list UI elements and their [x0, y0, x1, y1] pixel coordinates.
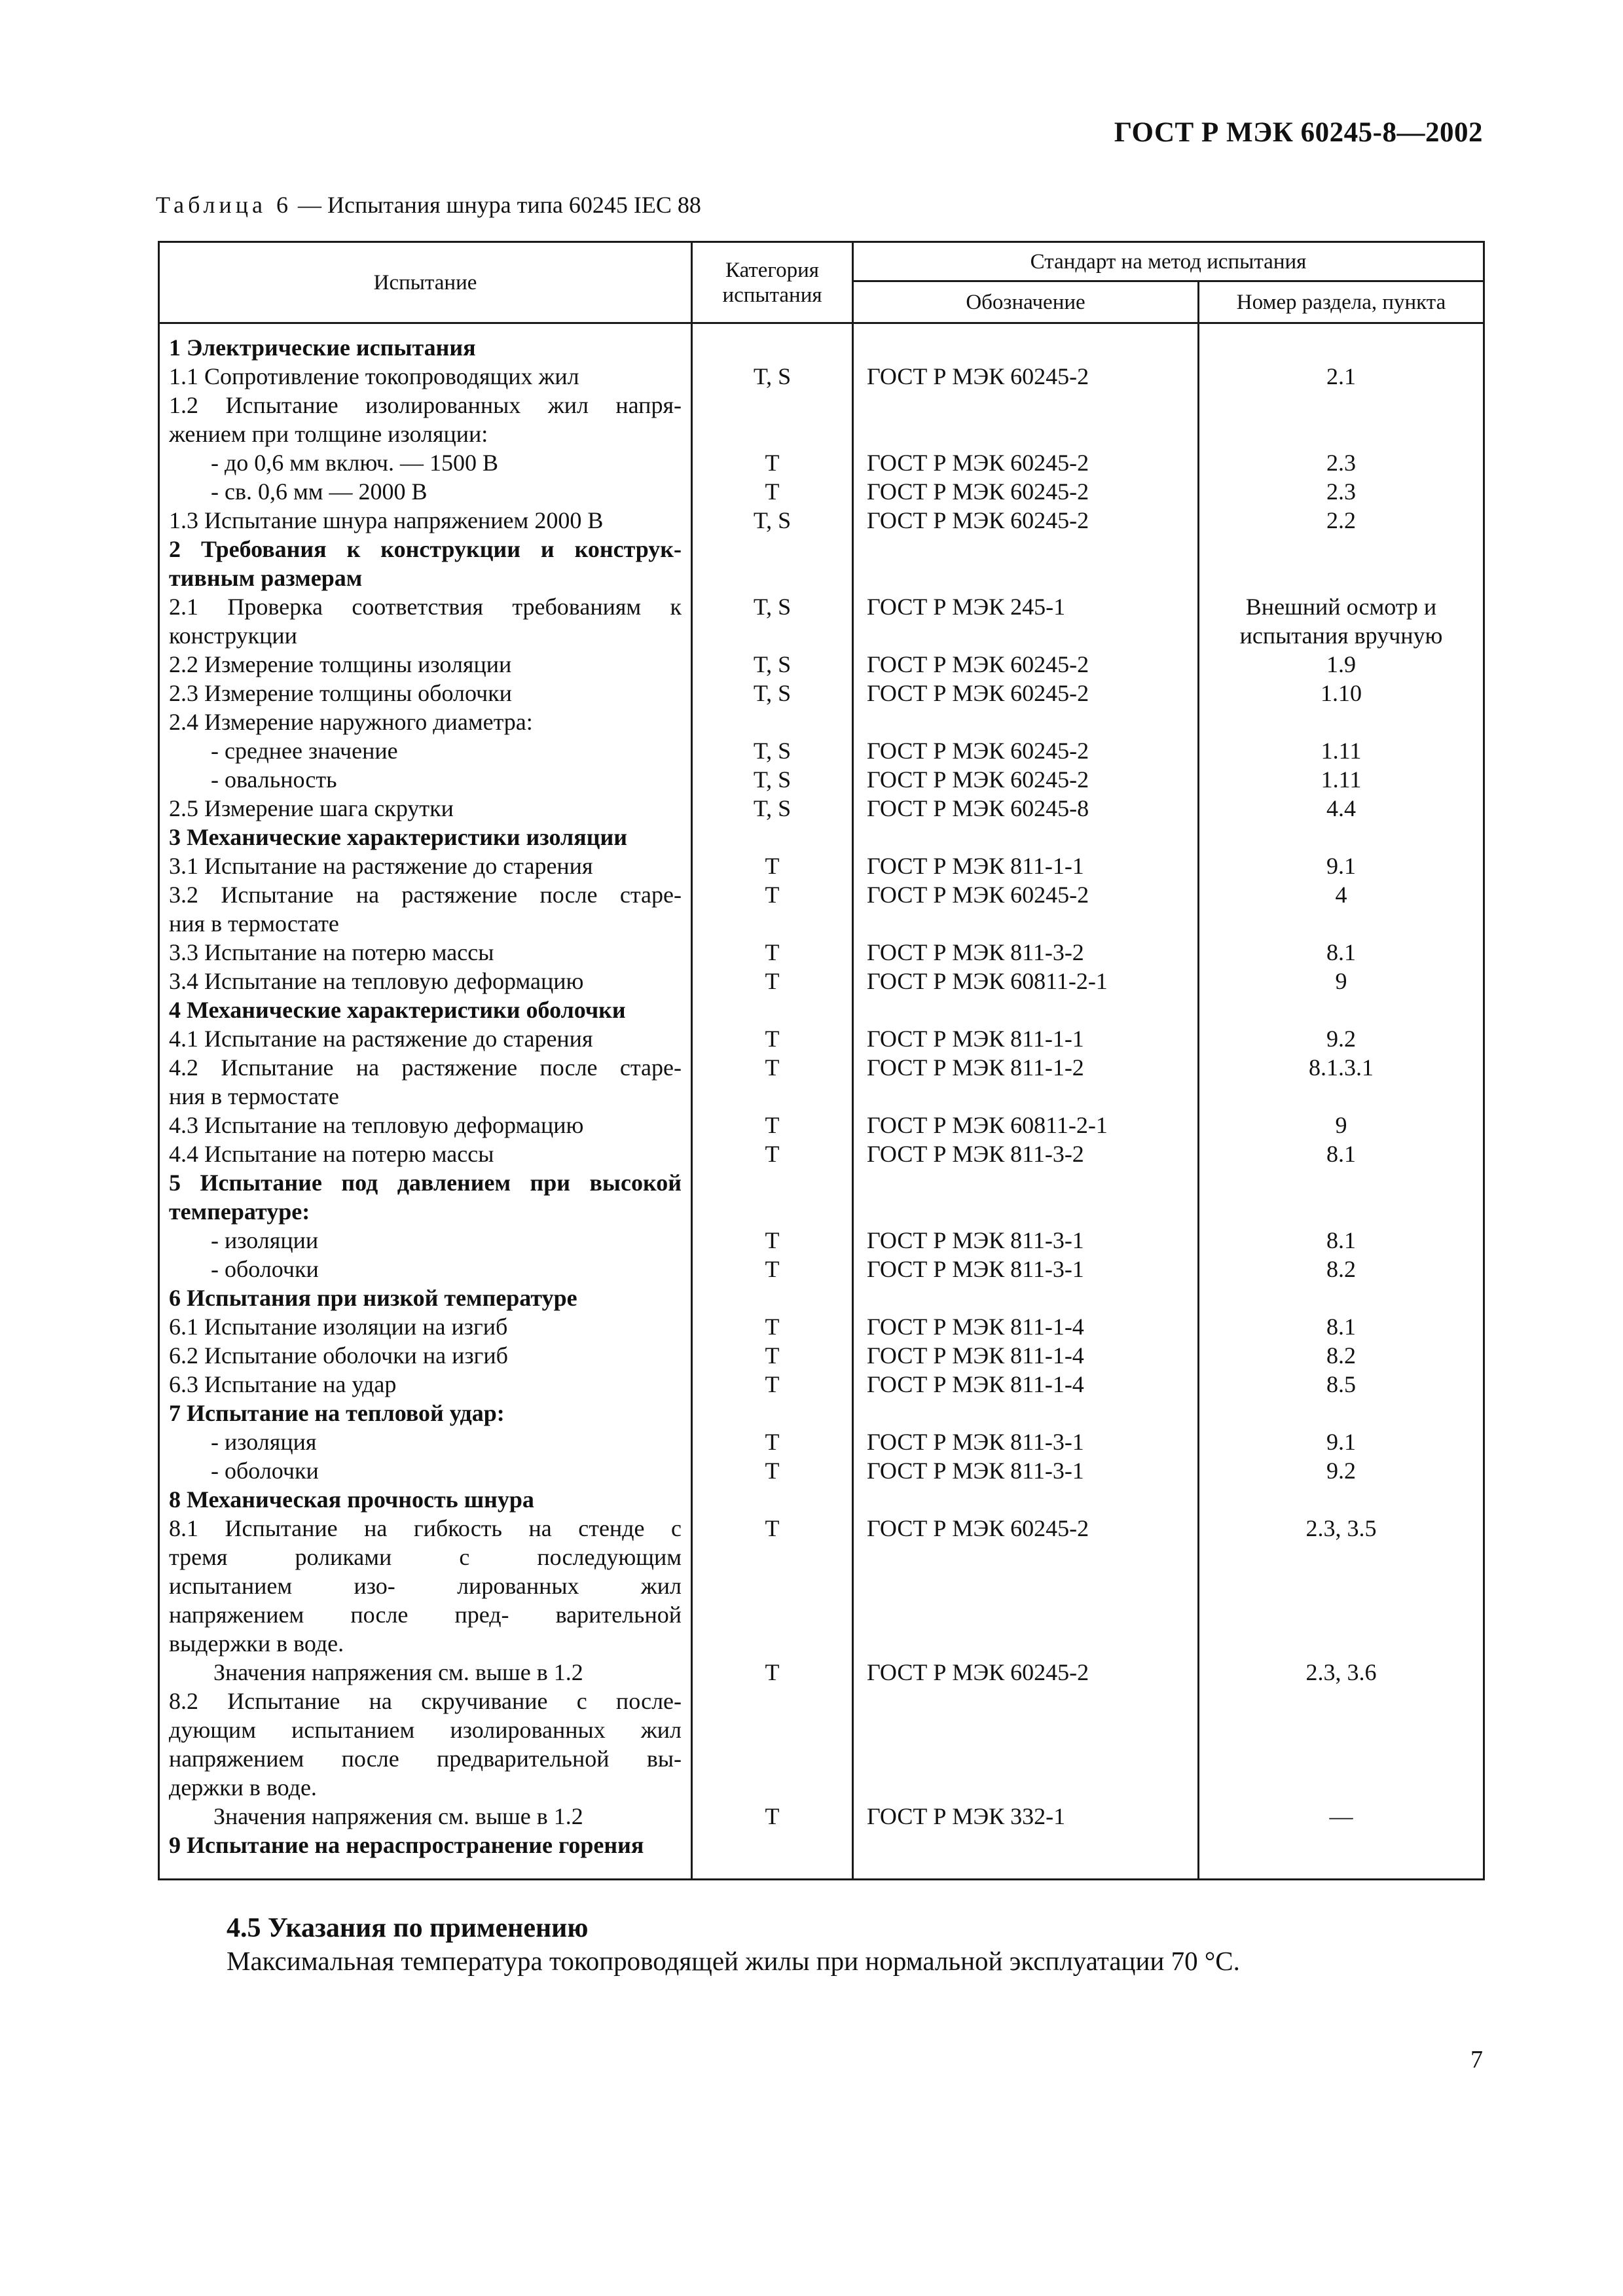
standard-line: ГОСТ Р МЭК 60245-2	[867, 363, 1089, 389]
category-line	[702, 1773, 843, 1802]
section-line	[1209, 1687, 1474, 1715]
header-category: Категория испытания	[692, 242, 853, 323]
standard-line	[863, 909, 1188, 938]
section-heading: 4.5 Указания по применению	[227, 1913, 589, 1943]
section-line: 9.1	[1326, 853, 1356, 879]
category-line	[702, 1543, 843, 1571]
test-line: ния в термостате	[169, 1083, 339, 1109]
section-line: 2.3	[1326, 450, 1356, 476]
section-line: 8.1	[1326, 939, 1356, 965]
test-line: 1.3 Испытание шнура напряжением 2000 В	[169, 507, 604, 533]
section-line: 9.1	[1326, 1429, 1356, 1455]
standard-line	[863, 1082, 1188, 1111]
test-line: температуре:	[169, 1198, 310, 1225]
category-line	[702, 1082, 843, 1111]
category-column-cell	[692, 323, 853, 1880]
standard-line	[863, 823, 1188, 852]
test-line: 8.1 Испытание на гибкость на стенде с	[169, 1515, 682, 1541]
standard-line: ГОСТ Р МЭК 811-3-2	[867, 1141, 1084, 1167]
section-line	[1209, 420, 1474, 448]
category-line	[702, 420, 843, 448]
test-line: 2.3 Измерение толщины оболочки	[169, 680, 512, 706]
category-line: T	[765, 968, 780, 994]
standard-line: ГОСТ Р МЭК 811-3-1	[867, 1429, 1084, 1455]
category-line	[702, 1744, 843, 1773]
table-caption-lead: Таблица 6	[156, 192, 292, 218]
category-line: T, S	[753, 795, 792, 821]
category-line: T	[765, 1141, 780, 1167]
test-line: 4 Механические характеристики оболочки	[169, 997, 626, 1023]
standard-line: ГОСТ Р МЭК 811-3-1	[867, 1256, 1084, 1282]
test-line: 2.5 Измерение шага скрутки	[169, 795, 454, 821]
category-line: T	[765, 1803, 780, 1829]
section-line	[1209, 1485, 1474, 1514]
standard-line	[863, 708, 1188, 736]
test-line: Значения напряжения см. выше в 1.2	[213, 1803, 583, 1829]
standard-line: ГОСТ Р МЭК 811-3-1	[867, 1227, 1084, 1253]
standard-line	[863, 333, 1188, 362]
standard-line	[863, 1197, 1188, 1226]
category-line	[702, 1687, 843, 1715]
section-line: 2.3, 3.5	[1305, 1515, 1377, 1541]
category-line: T	[765, 450, 780, 476]
header-standard-group: Стандарт на метод испытания	[853, 242, 1484, 281]
standard-line	[863, 1687, 1188, 1715]
category-line: T, S	[753, 507, 792, 533]
section-line: 9	[1335, 1112, 1347, 1138]
section-line: 8.2	[1326, 1342, 1356, 1369]
page-number: 7	[1470, 2046, 1483, 2073]
header-section-number: Номер раздела, пункта	[1199, 281, 1484, 323]
test-line: 2.1 Проверка соответствия требованиям к	[169, 594, 682, 620]
category-line	[702, 391, 843, 420]
standard-line	[863, 564, 1188, 592]
standard-line: ГОСТ Р МЭК 811-1-4	[867, 1342, 1084, 1369]
section-line: 8.1	[1326, 1314, 1356, 1340]
category-line	[702, 535, 843, 564]
test-line: тивным размерам	[169, 565, 363, 591]
standard-line: ГОСТ Р МЭК 60245-2	[867, 766, 1089, 793]
section-line	[1209, 823, 1474, 852]
test-line: - оболочки	[211, 1458, 319, 1484]
standard-line: ГОСТ Р МЭК 60811-2-1	[867, 1112, 1108, 1138]
test-line: напряжением после пред- варительной	[169, 1602, 682, 1628]
section-line: 4.4	[1326, 795, 1356, 821]
test-line: 3 Механические характеристики изоляции	[169, 824, 627, 850]
section-line	[1209, 1715, 1474, 1744]
section-line: 2.1	[1326, 363, 1356, 389]
test-line: 7 Испытание на тепловой удар:	[169, 1400, 505, 1426]
category-line: T, S	[753, 738, 792, 764]
standard-line	[863, 391, 1188, 420]
category-line	[702, 1831, 843, 1859]
section-line	[1209, 1571, 1474, 1600]
standard-line	[863, 1744, 1188, 1773]
section-line: 8.1.3.1	[1309, 1054, 1374, 1081]
category-line	[702, 1629, 843, 1658]
category-line	[702, 333, 843, 362]
category-line	[702, 1197, 843, 1226]
section-line: 8.1	[1326, 1141, 1356, 1167]
standard-line: ГОСТ Р МЭК 60245-2	[867, 1659, 1089, 1685]
standard-line: ГОСТ Р МЭК 60245-2	[867, 507, 1089, 533]
category-line: T, S	[753, 680, 792, 706]
section-line: Внешний осмотр и	[1245, 594, 1437, 620]
category-line: T, S	[753, 766, 792, 793]
section-column-cell	[1199, 323, 1484, 1880]
section-line: 1.9	[1326, 651, 1356, 677]
test-line: ния в термостате	[169, 910, 339, 937]
test-line: 6.3 Испытание на удар	[169, 1371, 397, 1397]
section-line	[1209, 909, 1474, 938]
header-test: Испытание	[159, 242, 692, 323]
section-line	[1209, 1399, 1474, 1427]
category-line: T	[765, 1227, 780, 1253]
section-line	[1209, 535, 1474, 564]
category-line: T, S	[753, 363, 792, 389]
standard-line	[863, 1600, 1188, 1629]
category-line	[702, 909, 843, 938]
test-line: - овальность	[211, 766, 337, 793]
test-line: Значения напряжения см. выше в 1.2	[213, 1659, 583, 1685]
test-line: 9 Испытание на нераспространение горения	[169, 1832, 644, 1858]
category-line: T, S	[753, 651, 792, 677]
standard-line	[863, 1399, 1188, 1427]
section-line	[1209, 1600, 1474, 1629]
standard-line	[863, 1485, 1188, 1514]
test-line: 3.4 Испытание на тепловую деформацию	[169, 968, 584, 994]
test-line: 6.1 Испытание изоляции на изгиб	[169, 1314, 508, 1340]
standard-line	[863, 1715, 1188, 1744]
category-line	[702, 823, 843, 852]
category-line	[702, 1571, 843, 1600]
section-line	[1209, 996, 1474, 1024]
category-line	[702, 1715, 843, 1744]
test-line: 4.3 Испытание на тепловую деформацию	[169, 1112, 584, 1138]
standard-line: ГОСТ Р МЭК 811-1-4	[867, 1371, 1084, 1397]
standard-line: ГОСТ Р МЭК 245-1	[867, 594, 1066, 620]
section-line	[1209, 1773, 1474, 1802]
test-line: испытанием изо- лированных жил	[169, 1573, 682, 1599]
test-line: 2.2 Измерение толщины изоляции	[169, 651, 512, 677]
category-line	[702, 708, 843, 736]
section-paragraph: Максимальная температура токопроводящей жилы при нормальной эксплуатации 70 °С.	[227, 1946, 1240, 1976]
standard-line: ГОСТ Р МЭК 60245-2	[867, 680, 1089, 706]
test-line: 1.1 Сопротивление токопроводящих жил	[169, 363, 579, 389]
section-line: 2.3	[1326, 478, 1356, 505]
category-line: T	[765, 1659, 780, 1685]
category-line: T	[765, 882, 780, 908]
standard-line: ГОСТ Р МЭК 811-1-1	[867, 1026, 1084, 1052]
standard-line	[863, 420, 1188, 448]
test-line: - среднее значение	[211, 738, 398, 764]
standard-line	[863, 1831, 1188, 1859]
test-line: - изоляции	[211, 1227, 319, 1253]
test-line: держки в воде.	[169, 1774, 317, 1801]
test-line: напряжением после предварительной вы-	[169, 1746, 682, 1772]
category-line	[702, 1600, 843, 1629]
test-line: - изоляция	[211, 1429, 317, 1455]
test-line: жением при толщине изоляции:	[169, 421, 488, 447]
standard-line	[863, 1571, 1188, 1600]
standard-line: ГОСТ Р МЭК 60245-2	[867, 450, 1089, 476]
standard-line: ГОСТ Р МЭК 60811-2-1	[867, 968, 1108, 994]
document-code-header: ГОСТ Р МЭК 60245-8—2002	[1114, 117, 1483, 148]
test-line: 3.2 Испытание на растяжение после старе-	[169, 882, 682, 908]
standard-line	[863, 535, 1188, 564]
category-line: T	[765, 478, 780, 505]
category-line: T	[765, 1371, 780, 1397]
section-line	[1209, 1283, 1474, 1312]
standard-line: ГОСТ Р МЭК 60245-2	[867, 1515, 1089, 1541]
category-line: T	[765, 1515, 780, 1541]
section-line: 1.10	[1321, 680, 1362, 706]
test-line: 8.2 Испытание на скручивание с после-	[169, 1688, 682, 1714]
standard-line: ГОСТ Р МЭК 811-1-4	[867, 1314, 1084, 1340]
section-line: 9	[1335, 968, 1347, 994]
test-line: 6 Испытания при низкой температуре	[169, 1285, 577, 1311]
section-line	[1209, 333, 1474, 362]
category-line	[702, 1485, 843, 1514]
section-line: 4	[1335, 882, 1347, 908]
section-line: 8.5	[1326, 1371, 1356, 1397]
section-line: 9.2	[1326, 1026, 1356, 1052]
section-line	[1209, 708, 1474, 736]
standard-line	[863, 996, 1188, 1024]
category-line	[702, 1283, 843, 1312]
category-line: T	[765, 1054, 780, 1081]
test-table-container	[158, 241, 1483, 1880]
test-line: 3.3 Испытание на потерю массы	[169, 939, 494, 965]
test-line: 4.1 Испытание на растяжение до старения	[169, 1026, 593, 1052]
standard-column-cell	[853, 323, 1199, 1880]
standard-line	[863, 1773, 1188, 1802]
standard-line	[863, 1168, 1188, 1197]
test-line: 4.2 Испытание на растяжение после старе-	[169, 1054, 682, 1081]
section-line: 1.11	[1321, 738, 1362, 764]
test-table	[158, 241, 1485, 1880]
standard-line: ГОСТ Р МЭК 811-3-1	[867, 1458, 1084, 1484]
category-line: T	[765, 1429, 780, 1455]
section-line	[1209, 391, 1474, 420]
test-line: 5 Испытание под давлением при высокой	[169, 1170, 682, 1196]
category-line: T	[765, 853, 780, 879]
test-line: 6.2 Испытание оболочки на изгиб	[169, 1342, 508, 1369]
section-line	[1209, 1744, 1474, 1773]
standard-line: ГОСТ Р МЭК 811-3-2	[867, 939, 1084, 965]
category-line: T	[765, 1256, 780, 1282]
category-line	[702, 564, 843, 592]
section-line: испытания вручную	[1239, 622, 1443, 649]
test-column-cell	[159, 323, 692, 1880]
standard-line: ГОСТ Р МЭК 60245-2	[867, 882, 1089, 908]
section-line	[1209, 1197, 1474, 1226]
section-line	[1209, 1831, 1474, 1859]
test-line: тремя роликами с последующим	[169, 1544, 682, 1570]
section-line	[1209, 564, 1474, 592]
section-line	[1209, 1543, 1474, 1571]
test-line: - до 0,6 мм включ. — 1500 В	[211, 450, 498, 476]
header-designation: Обозначение	[853, 281, 1199, 323]
test-line: выдержки в воде.	[169, 1630, 344, 1657]
standard-line: ГОСТ Р МЭК 60245-2	[867, 738, 1089, 764]
category-line: T	[765, 1026, 780, 1052]
category-line: T	[765, 939, 780, 965]
standard-line	[863, 621, 1188, 650]
table-caption-text: — Испытания шнура типа 60245 IEC 88	[291, 192, 701, 218]
test-line: 2 Требования к конструкции и конструк-	[169, 536, 682, 562]
test-line: дующим испытанием изолированных жил	[169, 1717, 682, 1743]
standard-line: ГОСТ Р МЭК 332-1	[867, 1803, 1066, 1829]
section-line: 2.2	[1326, 507, 1356, 533]
standard-line	[863, 1543, 1188, 1571]
test-line: 1 Электрические испытания	[169, 334, 476, 361]
category-line	[702, 996, 843, 1024]
category-line: T, S	[753, 594, 792, 620]
test-line: 1.2 Испытание изолированных жил напря-	[169, 392, 682, 418]
section-line: 8.1	[1326, 1227, 1356, 1253]
standard-line: ГОСТ Р МЭК 811-1-1	[867, 853, 1084, 879]
standard-line: ГОСТ Р МЭК 60245-2	[867, 651, 1089, 677]
category-line	[702, 1168, 843, 1197]
category-line: T	[765, 1112, 780, 1138]
section-line: —	[1329, 1803, 1353, 1829]
standard-line: ГОСТ Р МЭК 60245-2	[867, 478, 1089, 505]
section-line: 2.3, 3.6	[1305, 1659, 1377, 1685]
section-line: 9.2	[1326, 1458, 1356, 1484]
test-line: конструкции	[169, 622, 297, 649]
category-line	[702, 621, 843, 650]
test-line: 8 Механическая прочность шнура	[169, 1486, 534, 1513]
section-line	[1209, 1082, 1474, 1111]
category-line: T	[765, 1342, 780, 1369]
standard-line	[863, 1283, 1188, 1312]
test-line: 4.4 Испытание на потерю массы	[169, 1141, 494, 1167]
category-line: T	[765, 1458, 780, 1484]
table-caption	[156, 191, 701, 219]
test-line: 2.4 Измерение наружного диаметра:	[169, 709, 533, 735]
test-line: 3.1 Испытание на растяжение до старения	[169, 853, 593, 879]
section-line	[1209, 1168, 1474, 1197]
section-line: 1.11	[1321, 766, 1362, 793]
section-line: 8.2	[1326, 1256, 1356, 1282]
standard-line: ГОСТ Р МЭК 60245-8	[867, 795, 1089, 821]
section-line	[1209, 1629, 1474, 1658]
category-line	[702, 1399, 843, 1427]
test-line: - оболочки	[211, 1256, 319, 1282]
standard-line	[863, 1629, 1188, 1658]
test-line: - св. 0,6 мм — 2000 В	[211, 478, 428, 505]
standard-line: ГОСТ Р МЭК 811-1-2	[867, 1054, 1084, 1081]
category-line: T	[765, 1314, 780, 1340]
